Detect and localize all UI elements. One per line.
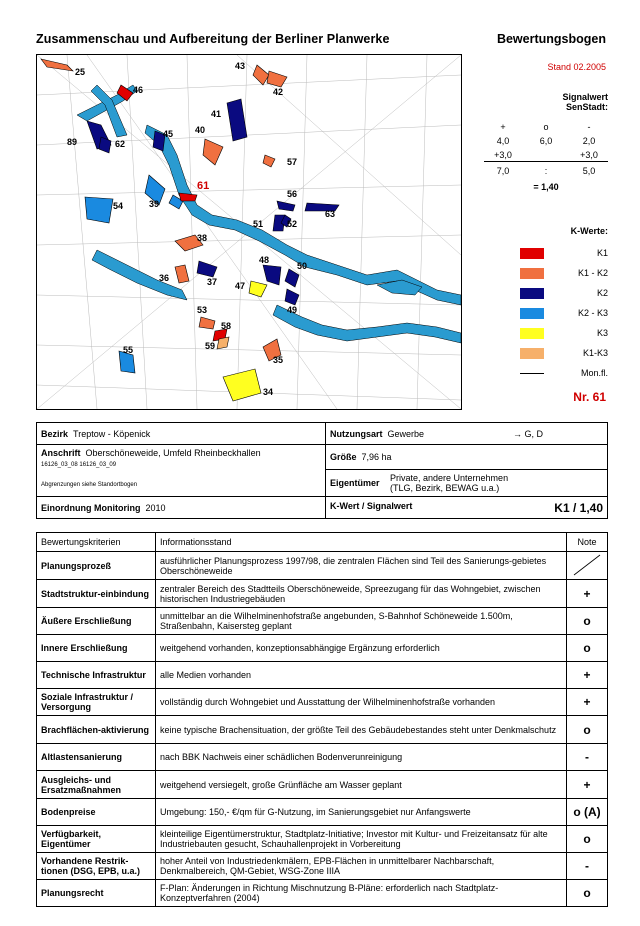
signalwert-result: = 1,40 — [533, 182, 559, 192]
legend-item: K2 - K3 — [520, 304, 608, 322]
map-label: 57 — [287, 157, 298, 167]
table-row: Planungsrecht F-Plan: Änderungen in Richtung Mischnutzung B-Pläne: erforderlich nach Stadtplatz-Konzeptverfahren (2004) o — [37, 880, 608, 907]
map-label: 59 — [205, 341, 216, 351]
legend-item: K1-K3 — [520, 344, 608, 362]
anschrift-cell: Anschrift Oberschöneweide, Umfeld Rheinbeckhallen 16126_03_08 16126_03_09 Abgrenzungen siehe Standortbogen — [37, 445, 326, 497]
signalwert-header-row: + o - — [500, 122, 591, 132]
table-row: Innere Erschließung weitgehend vorhanden, konzeptionsabhängige Ergänzung erforderlich o — [37, 635, 608, 662]
map-label: 39 — [149, 199, 160, 209]
stand-date: Stand 02.2005 — [547, 62, 606, 72]
map-label: 25 — [75, 67, 86, 77]
map-label: 38 — [197, 233, 208, 243]
map-label: 89 — [67, 137, 78, 147]
signalwert-row: 7,0 : 5,0 — [496, 166, 596, 176]
kwert-cell: K-Wert / Signalwert K1 / 1,40 — [326, 497, 608, 519]
nutzungsart-cell: Nutzungsart Gewerbe → G, D — [326, 423, 608, 445]
map-label: 36 — [159, 273, 170, 283]
map-label: 34 — [263, 387, 274, 397]
map-label: 56 — [287, 189, 298, 199]
table-row: Verfügbarkeit, Eigentümer kleinteilige Eigentümerstruktur, Stadtplatz-Initiative; Investor mit Kultur- und Freizeitansatz für alte Industriebauten gesucht, Schauhallenprojekt in Vorbereitung o — [37, 826, 608, 853]
map-label: 40 — [195, 125, 206, 135]
map-label: 62 — [115, 139, 126, 149]
planning-areas — [41, 59, 339, 401]
map-label: 55 — [123, 345, 134, 355]
table-row: Bodenpreise Umgebung: 150,- €/qm für G-Nutzung, im Sanierungsgebiet nur Anfangswerte o (A) — [37, 799, 608, 826]
table-row: Vorhandene Restrik-tionen (DSG, EPB, u.a.) hoher Anteil von Industriedenkmälern, EPB-Flächen in unmittelbarer Nachbarschaft, Denkmalbereich, QM-Gebiet, WSG-Zone IIIA - — [37, 853, 608, 880]
map-label: 42 — [273, 87, 284, 97]
signalwert-row: 4,0 6,0 2,0 — [496, 136, 596, 146]
signalwert-row: +3,0 +3,0 — [484, 150, 608, 162]
map-label: 50 — [297, 261, 308, 271]
map-label: 58 — [221, 321, 232, 331]
map-label: 63 — [325, 209, 336, 219]
criteria-header: Informationsstand — [156, 533, 567, 552]
map-label: 43 — [235, 61, 246, 71]
table-row: Technische Infrastruktur alle Medien vorhanden + — [37, 662, 608, 689]
document-type: Bewertungsbogen — [496, 32, 606, 46]
map-label: 41 — [211, 109, 222, 119]
signalwert-panel — [484, 92, 608, 192]
table-row: Äußere Erschließung unmittelbar an die Wilhelminenhofstraße angebunden, S-Bahnhof Schöneweide 1.500m, Straßenbahn, Kaisersteg geplant o — [37, 608, 608, 635]
k-werte-legend — [520, 226, 608, 384]
legend-item: K2 — [520, 284, 608, 302]
legend-item: Mon.fl. — [520, 364, 608, 382]
map-label: 49 — [287, 305, 298, 315]
table-row: Brachflächen-aktivierung keine typische Brachensituation, der größte Teil des Gebäudebestandes steht unter Denkmalschutz o — [37, 716, 608, 744]
map-label: 52 — [287, 219, 298, 229]
map-label: 46 — [133, 85, 144, 95]
criteria-table — [36, 532, 608, 907]
map-label: 37 — [207, 277, 218, 287]
groesse-cell: Größe 7,96 ha — [326, 445, 608, 470]
map-label: 54 — [113, 201, 124, 211]
criteria-header: Bewertungskriterien — [37, 533, 156, 552]
map-label: 47 — [235, 281, 246, 291]
signalwert-title: Signalwert — [562, 92, 608, 102]
map-label: 51 — [253, 219, 264, 229]
site-number: Nr. 61 — [573, 390, 606, 404]
signalwert-subtitle: SenStadt: — [565, 102, 608, 112]
legend-item: K1 — [520, 244, 608, 262]
table-row: Planungsprozeß ausführlicher Planungsprozess 1997/98, die zentralen Flächen sind Teil des Sanierungs-gebietes Oberschöneweide — [37, 552, 608, 580]
site-map — [36, 54, 462, 410]
map-label: 53 — [197, 305, 208, 315]
map-label: 45 — [163, 129, 174, 139]
site-info-table — [36, 422, 608, 519]
legend-item: K3 — [520, 324, 608, 342]
page-title: Zusammenschau und Aufbereitung der Berliner Planwerke — [36, 32, 390, 46]
monitoring-cell: Einordnung Monitoring 2010 — [37, 497, 326, 519]
table-row: Ausgleichs- und Ersatzmaßnahmen weitgehend versiegelt, große Grünfläche am Wasser geplant + — [37, 771, 608, 799]
map-graphic — [37, 55, 461, 409]
map-label: 48 — [259, 255, 270, 265]
note-empty — [567, 552, 608, 580]
bezirk-cell: Bezirk Treptow - Köpenick — [37, 423, 326, 445]
table-row: Stadtstruktur-einbindung zentraler Bereich des Stadtteils Oberschöneweide, Spreezugang für das Wohngebiet, zwischen historischen Industriegebäuden + — [37, 580, 608, 608]
criteria-header: Note — [567, 533, 608, 552]
river-spree — [77, 85, 461, 343]
map-label: 35 — [273, 355, 284, 365]
eigentuemer-cell: Eigentümer Private, andere Unternehmen (TLG, Bezirk, BEWAG u.a.) — [326, 470, 608, 497]
table-row: Soziale Infrastruktur / Versorgung vollständig durch Wohngebiet und Ausstattung der Wilhelminenhofstraße vorhanden + — [37, 689, 608, 716]
table-row: Altlastensanierung nach BBK Nachweis einer schädlichen Bodenverunreinigung - — [37, 744, 608, 771]
legend-item: K1 - K2 — [520, 264, 608, 282]
map-label-highlight: 61 — [197, 180, 210, 192]
legend-title: K-Werte: — [570, 226, 608, 236]
